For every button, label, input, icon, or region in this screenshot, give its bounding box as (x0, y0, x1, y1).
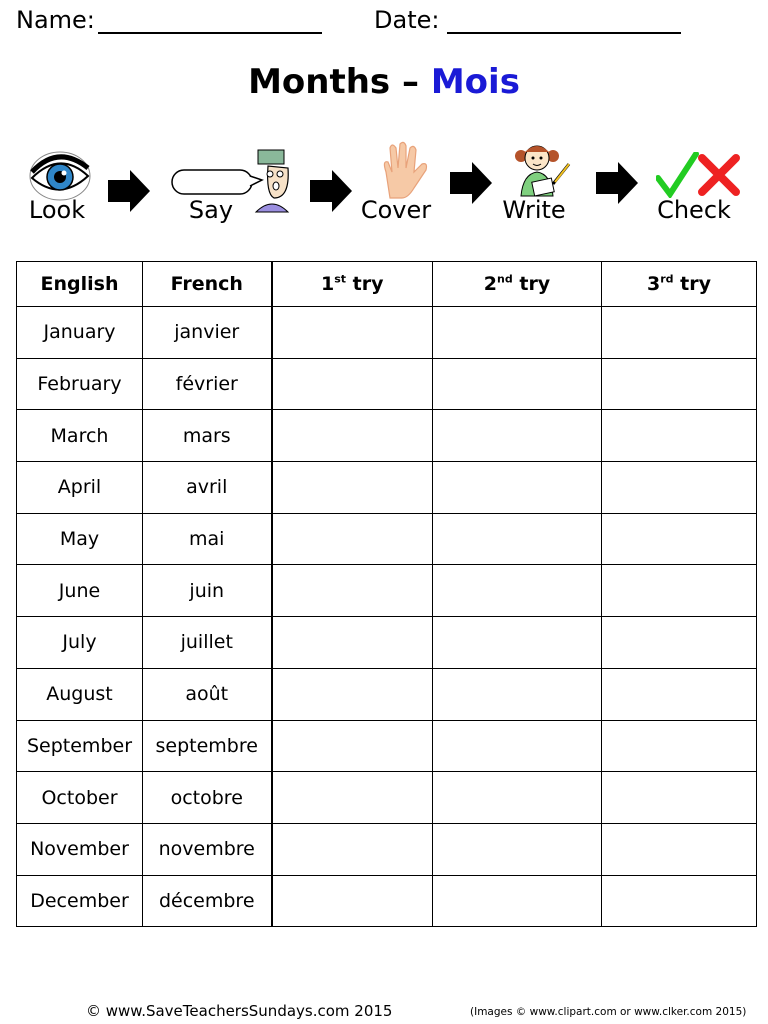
page-title (0, 62, 768, 102)
french-cell: janvier (143, 307, 272, 359)
try-3-cell[interactable] (602, 668, 757, 720)
column-header-french: French (143, 262, 272, 307)
try-2-cell[interactable] (433, 823, 602, 875)
try-2-cell[interactable] (433, 720, 602, 772)
english-cell: September (17, 720, 143, 772)
date-label: Date: (374, 6, 440, 34)
french-cell: novembre (143, 823, 272, 875)
step-cover-label: Cover (360, 196, 432, 224)
try-3-cell[interactable] (602, 720, 757, 772)
try-3-cell[interactable] (602, 565, 757, 617)
english-cell: August (17, 668, 143, 720)
arrow-right-icon (448, 160, 494, 206)
english-cell: December (17, 875, 143, 927)
try-1-cell[interactable] (272, 617, 433, 669)
try-1-cell[interactable] (272, 410, 433, 462)
table-row (17, 462, 757, 514)
try-2-cell[interactable] (433, 772, 602, 824)
title-dash: – (402, 62, 419, 102)
try-3-cell[interactable] (602, 617, 757, 669)
try-3-cell[interactable] (602, 772, 757, 824)
check-cross-icon (656, 152, 746, 198)
try-1-cell[interactable] (272, 823, 433, 875)
try-1-cell[interactable] (272, 565, 433, 617)
try-2-cell[interactable] (433, 513, 602, 565)
try-2-cell[interactable] (433, 358, 602, 410)
english-cell: March (17, 410, 143, 462)
copyright-text: © www.SaveTeachersSundays.com 2015 (86, 1002, 393, 1020)
french-cell: juillet (143, 617, 272, 669)
arrow-right-icon (594, 160, 640, 206)
try-2-cell[interactable] (433, 565, 602, 617)
english-cell: October (17, 772, 143, 824)
try-2-cell[interactable] (433, 668, 602, 720)
english-cell: May (17, 513, 143, 565)
step-check-label: Check (657, 196, 731, 224)
date-field[interactable] (447, 32, 681, 34)
table-row (17, 823, 757, 875)
try-3-cell[interactable] (602, 358, 757, 410)
column-header-english: English (17, 262, 143, 307)
english-cell: February (17, 358, 143, 410)
try-2-cell[interactable] (433, 307, 602, 359)
table-row (17, 307, 757, 359)
table-row (17, 410, 757, 462)
french-cell: mai (143, 513, 272, 565)
english-cell: November (17, 823, 143, 875)
try-1-cell[interactable] (272, 772, 433, 824)
try-2-cell[interactable] (433, 462, 602, 514)
try-3-cell[interactable] (602, 462, 757, 514)
french-cell: décembre (143, 875, 272, 927)
try-1-cell[interactable] (272, 720, 433, 772)
try-3-cell[interactable] (602, 307, 757, 359)
name-field[interactable] (98, 32, 322, 34)
image-credits: (Images © www.clipart.com or www.clker.com 2015) (470, 1006, 747, 1018)
french-cell: avril (143, 462, 272, 514)
try-3-cell[interactable] (602, 823, 757, 875)
table-row (17, 772, 757, 824)
try-1-cell[interactable] (272, 307, 433, 359)
writing-girl-icon (503, 140, 575, 198)
try-3-cell[interactable] (602, 410, 757, 462)
title-french: Mois (430, 62, 520, 102)
step-write-label: Write (502, 196, 566, 224)
arrow-right-icon (308, 168, 354, 214)
english-cell: June (17, 565, 143, 617)
table-row (17, 358, 757, 410)
french-cell: septembre (143, 720, 272, 772)
title-english: Months (248, 62, 391, 102)
french-cell: février (143, 358, 272, 410)
try-1-cell[interactable] (272, 875, 433, 927)
table-header-row (17, 262, 757, 307)
column-header-try-3: 3rd try (602, 262, 757, 307)
try-1-cell[interactable] (272, 668, 433, 720)
french-cell: août (143, 668, 272, 720)
english-cell: April (17, 462, 143, 514)
english-cell: July (17, 617, 143, 669)
french-cell: mars (143, 410, 272, 462)
try-1-cell[interactable] (272, 462, 433, 514)
column-header-try-1: 1st try (272, 262, 433, 307)
column-header-try-2: 2nd try (433, 262, 602, 307)
table-row (17, 565, 757, 617)
try-1-cell[interactable] (272, 358, 433, 410)
table-row (17, 875, 757, 927)
name-label: Name: (16, 6, 95, 34)
table-row (17, 617, 757, 669)
try-3-cell[interactable] (602, 513, 757, 565)
try-1-cell[interactable] (272, 513, 433, 565)
hand-icon (372, 140, 434, 200)
table-row (17, 668, 757, 720)
table-row (17, 513, 757, 565)
step-say-label: Say (188, 196, 234, 224)
try-2-cell[interactable] (433, 617, 602, 669)
french-cell: octobre (143, 772, 272, 824)
arrow-right-icon (106, 168, 152, 214)
try-2-cell[interactable] (433, 410, 602, 462)
spelling-table (16, 261, 757, 927)
eye-icon (28, 146, 92, 202)
table-row (17, 720, 757, 772)
step-look-label: Look (28, 196, 86, 224)
try-2-cell[interactable] (433, 875, 602, 927)
french-cell: juin (143, 565, 272, 617)
english-cell: January (17, 307, 143, 359)
try-3-cell[interactable] (602, 875, 757, 927)
